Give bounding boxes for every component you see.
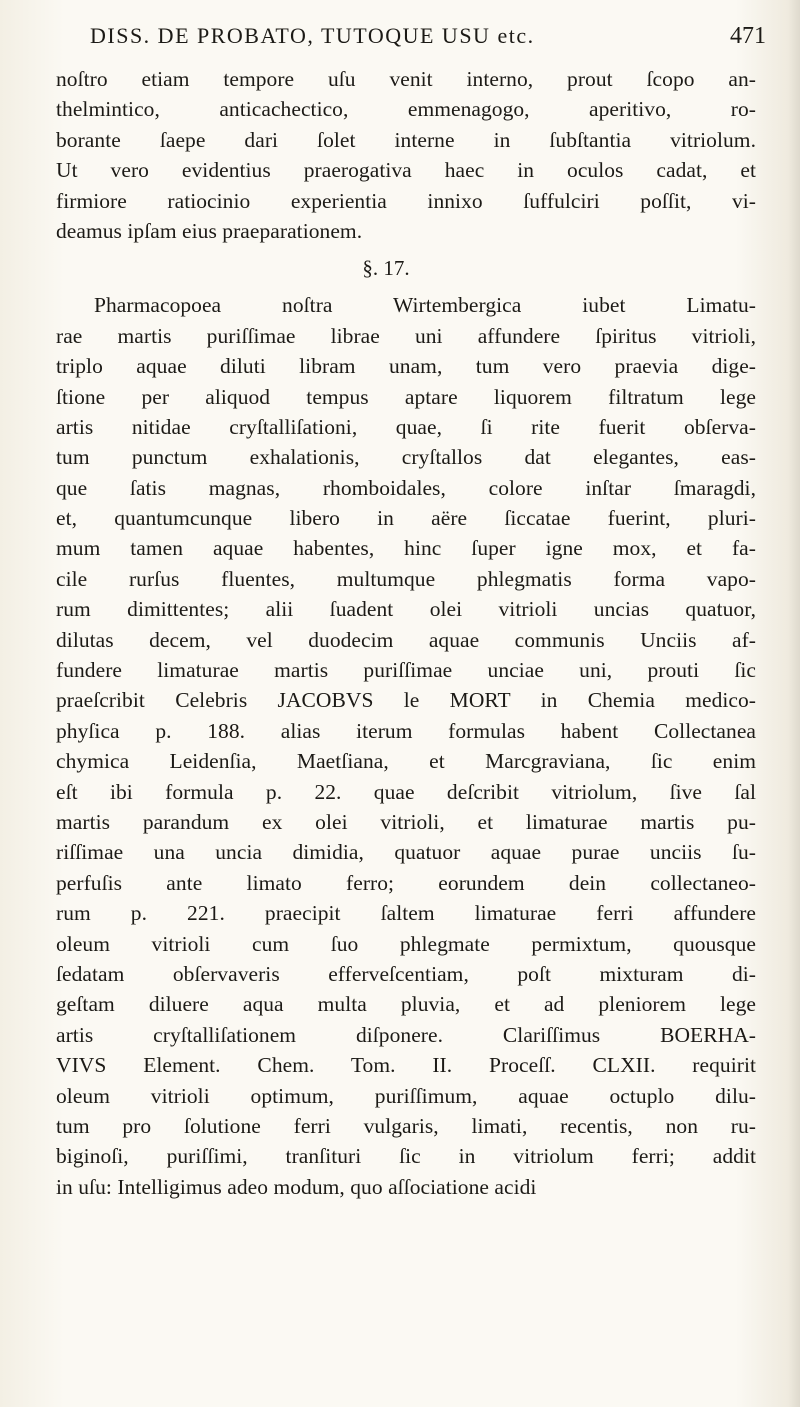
text-line: phyſica p. 188. alias iterum formulas habent Collectanea bbox=[56, 718, 756, 743]
text-line: artis nitidae cryſtalliſationi, quae, ſi rite fuerit obſerva- bbox=[56, 414, 756, 439]
text-line: rae martis puriſſimae librae uni affundere ſpiritus vitrioli, bbox=[56, 323, 756, 348]
text-line: et, quantumcunque libero in aëre ſiccatae fuerint, pluri- bbox=[56, 506, 756, 531]
text-line: borante ſaepe dari ſolet interne in ſubſtantia vitriolum. bbox=[56, 127, 756, 152]
text-line: mum tamen aquae habentes, hinc ſuper igne mox, et fa- bbox=[56, 536, 756, 561]
text-line: riſſimae una uncia dimidia, quatuor aquae purae unciis ſu- bbox=[56, 840, 756, 865]
text-line: biginoſi, puriſſimi, tranſituri ſic in vitriolum ferri; addit bbox=[56, 1144, 756, 1169]
text-line: tum pro ſolutione ferri vulgaris, limati, recentis, non ru- bbox=[56, 1113, 756, 1138]
text-line: ſtione per aliquod tempus aptare liquorem filtratum lege bbox=[56, 384, 756, 409]
text-line: rum dimittentes; alii ſuadent olei vitrioli uncias quatuor, bbox=[56, 597, 756, 622]
text-line: noſtro etiam tempore uſu venit interno, prout ſcopo an- bbox=[56, 67, 756, 91]
text-line: chymica Leidenſia, Maetſiana, et Marcgraviana, ſic enim bbox=[56, 749, 756, 774]
text-line: rum p. 221. praecipit ſaltem limaturae ferri affundere bbox=[56, 901, 756, 926]
text-line: martis parandum ex olei vitrioli, et limaturae martis pu- bbox=[56, 809, 756, 834]
paragraph-2 bbox=[56, 290, 756, 1202]
text-line: Pharmacopoea noſtra Wirtembergica iubet Limatu- bbox=[94, 293, 756, 318]
body-text bbox=[56, 64, 756, 1202]
section-heading: §. 17. bbox=[362, 256, 410, 281]
text-line: oleum vitrioli optimum, puriſſimum, aquae octuplo dilu- bbox=[56, 1083, 756, 1108]
text-line: cile rurſus fluentes, multumque phlegmatis forma vapo- bbox=[56, 566, 756, 591]
text-line: fundere limaturae martis puriſſimae unciae uni, prouti ſic bbox=[56, 658, 756, 683]
text-line: Ut vero evidentius praerogativa haec in oculos cadat, et bbox=[56, 158, 756, 183]
text-line: perfuſis ante limato ferro; eorundem dein collectaneo- bbox=[56, 870, 756, 895]
text-line: ſedatam obſervaveris efferveſcentiam, poſt mixturam di- bbox=[56, 961, 756, 986]
text-line: tum punctum exhalationis, cryſtallos dat elegantes, eas- bbox=[56, 445, 756, 470]
page-edge-shadow bbox=[788, 0, 800, 1407]
text-line: oleum vitrioli cum ſuo phlegmate permixtum, quousque bbox=[56, 931, 756, 956]
running-head bbox=[52, 14, 792, 58]
page-number: 471 bbox=[730, 22, 766, 49]
text-line: thelmintico, anticachectico, emmenagogo, aperitivo, ro- bbox=[56, 97, 756, 122]
running-title: DISS. DE PROBATO, TUTOQUE USU etc. bbox=[90, 23, 535, 48]
text-line: que ſatis magnas, rhomboidales, colore inſtar ſmaragdi, bbox=[56, 475, 756, 500]
text-line: in uſu: Intelligimus adeo modum, quo aſſociatione acidi bbox=[56, 1174, 537, 1199]
text-line: eſt ibi formula p. 22. quae deſcribit vitriolum, ſive ſal bbox=[56, 779, 756, 804]
text-line: geſtam diluere aqua multa pluvia, et ad pleniorem lege bbox=[56, 992, 756, 1017]
text-line: artis cryſtalliſationem diſponere. Clariſſimus BOERHA- bbox=[56, 1022, 756, 1047]
paragraph-1 bbox=[56, 64, 756, 246]
text-line: deamus ipſam eius praeparationem. bbox=[56, 218, 363, 243]
text-line: dilutas decem, vel duodecim aquae communis Unciis af- bbox=[56, 627, 756, 652]
text-line: praeſcribit Celebris JACOBVS le MORT in Chemia medico- bbox=[56, 688, 756, 713]
text-line: triplo aquae diluti libram unam, tum vero praevia dige- bbox=[56, 354, 756, 379]
text-line: firmiore ratiocinio experientia innixo ſuffulciri poſſit, vi- bbox=[56, 188, 756, 213]
text-line: VIVS Element. Chem. Tom. II. Proceſſ. CLXII. requirit bbox=[56, 1053, 756, 1078]
